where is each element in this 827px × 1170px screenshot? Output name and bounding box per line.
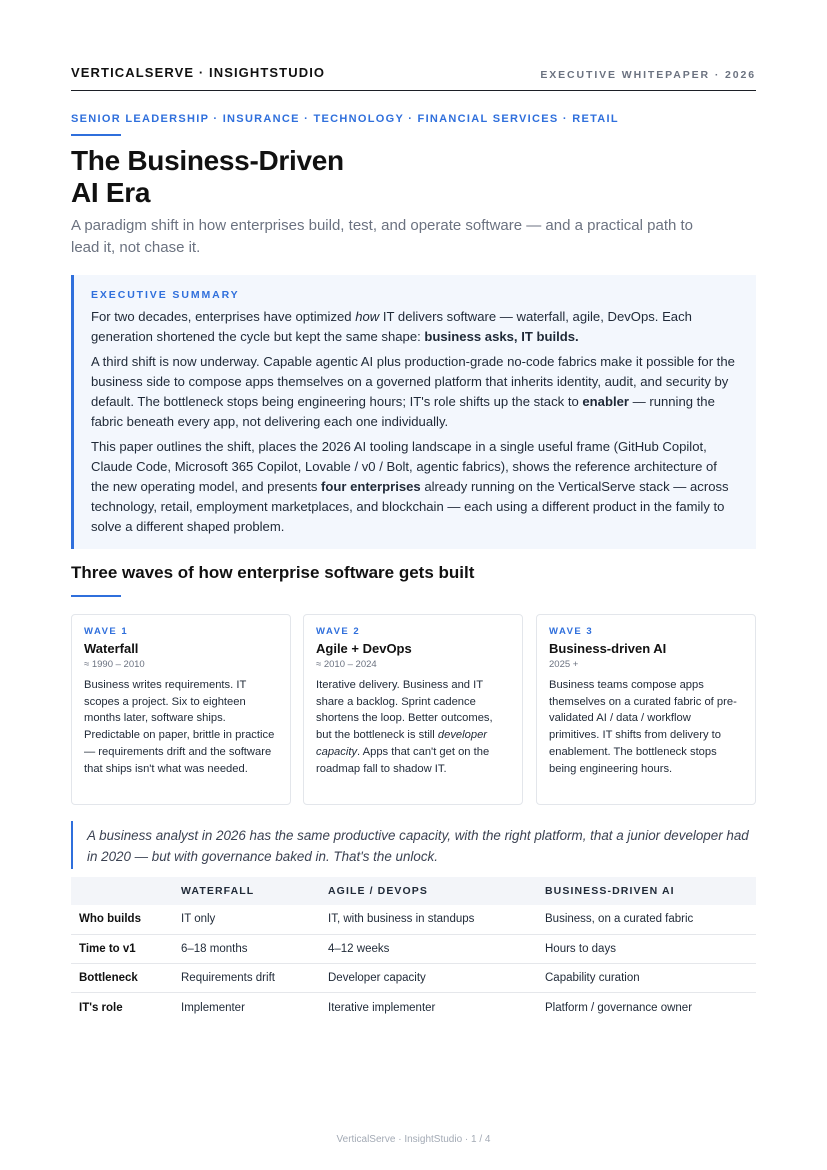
- page-title: [71, 145, 344, 209]
- summary-label: EXECUTIVE SUMMARY: [91, 289, 240, 301]
- summary-paragraph: For two decades, enterprises have optimized how IT delivers software — waterfall, agile, DevOps. Each generation shortened the cycle but kept the same shape: business asks, IT builds.: [91, 309, 692, 344]
- wave-cards: [71, 614, 756, 805]
- column-header: WATERFALL: [172, 877, 319, 905]
- table-cell: Implementer: [181, 1001, 245, 1014]
- table-cell: Capability curation: [536, 964, 756, 993]
- summary-paragraph: This paper outlines the shift, places the 2026 AI tooling landscape in a single useful frame (GitHub Copilot, Claude Code, Microsoft 365 Copilot, Lovable / v0 / Bolt, agentic fabrics), shows the reference architecture of the new operating model, and presents four enterprises already running on the VerticalServe stack — across technology, retail, employment marketplaces, and blockchain — each using a different product in the family to solve a different shaped problem.: [91, 439, 729, 534]
- accent-rule: [71, 134, 121, 136]
- wave-years: ≈ 2010 – 2024: [316, 659, 377, 670]
- table-row: [71, 905, 756, 934]
- row-header: IT's role: [79, 1001, 123, 1014]
- wave-label: WAVE 1: [84, 626, 129, 637]
- whitepaper-page: [71, 0, 756, 1170]
- pull-quote: A business analyst in 2026 has the same productive capacity, with the right platform, that a junior developer had in 2020 — but with governance baked in. That's the unlock.: [71, 821, 756, 869]
- table-row: [71, 964, 756, 993]
- wave-card: [536, 614, 756, 805]
- table-cell: Platform / governance owner: [545, 1001, 693, 1014]
- title-line-1: The Business-Driven: [71, 145, 344, 176]
- summary-paragraph: A third shift is now underway. Capable agentic AI plus production-grade no-code fabrics make it possible for the business side to compose apps themselves on a governed platform that inherits identity, audit, and security by default. The bottleneck stops being engineering hours; IT's role shifts up the stack to enabler — running the fabric beneath every app, not delivering each one individually.: [91, 354, 735, 429]
- table-cell: Requirements drift: [172, 964, 319, 993]
- wave-years: ≈ 1990 – 2010: [84, 659, 145, 670]
- section-heading: Three waves of how enterprise software gets built: [71, 563, 475, 582]
- table-row: [71, 993, 756, 1022]
- accent-rule: [71, 595, 121, 597]
- table-cell: 4–12 weeks: [319, 934, 536, 963]
- comparison-table: [71, 877, 756, 1022]
- table-cell: Iterative implementer: [328, 1001, 436, 1014]
- audience-sectors: SENIOR LEADERSHIP · INSURANCE · TECHNOLOGY · FINANCIAL SERVICES · RETAIL: [71, 113, 619, 125]
- table-cell: IT only: [172, 905, 319, 934]
- wave-label: WAVE 2: [316, 626, 361, 637]
- wave-name: Waterfall: [84, 641, 139, 656]
- table-cell: Hours to days: [536, 934, 756, 963]
- title-line-2: AI Era: [71, 177, 151, 208]
- wave-name: Business-driven AI: [549, 641, 667, 656]
- executive-summary: [71, 275, 756, 549]
- document-type: EXECUTIVE WHITEPAPER · 2026: [540, 69, 756, 81]
- column-header: AGILE / DEVOPS: [319, 877, 536, 905]
- table-cell: IT, with business in standups: [319, 905, 536, 934]
- wave-card: [71, 614, 291, 805]
- table-header-row: [71, 877, 756, 905]
- row-header: Bottleneck: [71, 964, 172, 993]
- table-cell: 6–18 months: [172, 934, 319, 963]
- brand-name: VERTICALSERVE · INSIGHTSTUDIO: [71, 65, 326, 80]
- page-subtitle: A paradigm shift in how enterprises build, test, and operate software — and a practical path to lead it, not chase it.: [71, 217, 694, 256]
- header-bar: [71, 63, 756, 91]
- wave-description: Business teams compose apps themselves on a curated fabric of pre-validated AI / data / workflow primitives. IT shifts from delivery to enablement. The bottleneck stops being engineering hours.: [549, 679, 737, 775]
- table-cell: Business, on a curated fabric: [536, 905, 756, 934]
- wave-description: Business writes requirements. IT scopes a project. Six to eighteen months later, software ships. Predictable on paper, brittle in practice — requirements drift and the software that ships isn't what was needed.: [84, 679, 275, 775]
- table-row: [71, 934, 756, 963]
- table-cell: Developer capacity: [319, 964, 536, 993]
- wave-years: 2025 +: [549, 659, 579, 670]
- wave-card: [303, 614, 523, 805]
- row-header: Who builds: [71, 905, 172, 934]
- row-header: Time to v1: [71, 934, 172, 963]
- wave-name: Agile + DevOps: [316, 641, 412, 656]
- wave-description: Iterative delivery. Business and IT share a backlog. Sprint cadence shortens the loop. Better outcomes, but the bottleneck is still developer capacity. Apps that can't get on the roadmap fall to shadow IT.: [316, 679, 493, 775]
- page-footer: VerticalServe · InsightStudio · 1 / 4: [336, 1134, 491, 1145]
- column-header: [71, 877, 172, 905]
- column-header: BUSINESS-DRIVEN AI: [536, 877, 756, 905]
- wave-label: WAVE 3: [549, 626, 594, 637]
